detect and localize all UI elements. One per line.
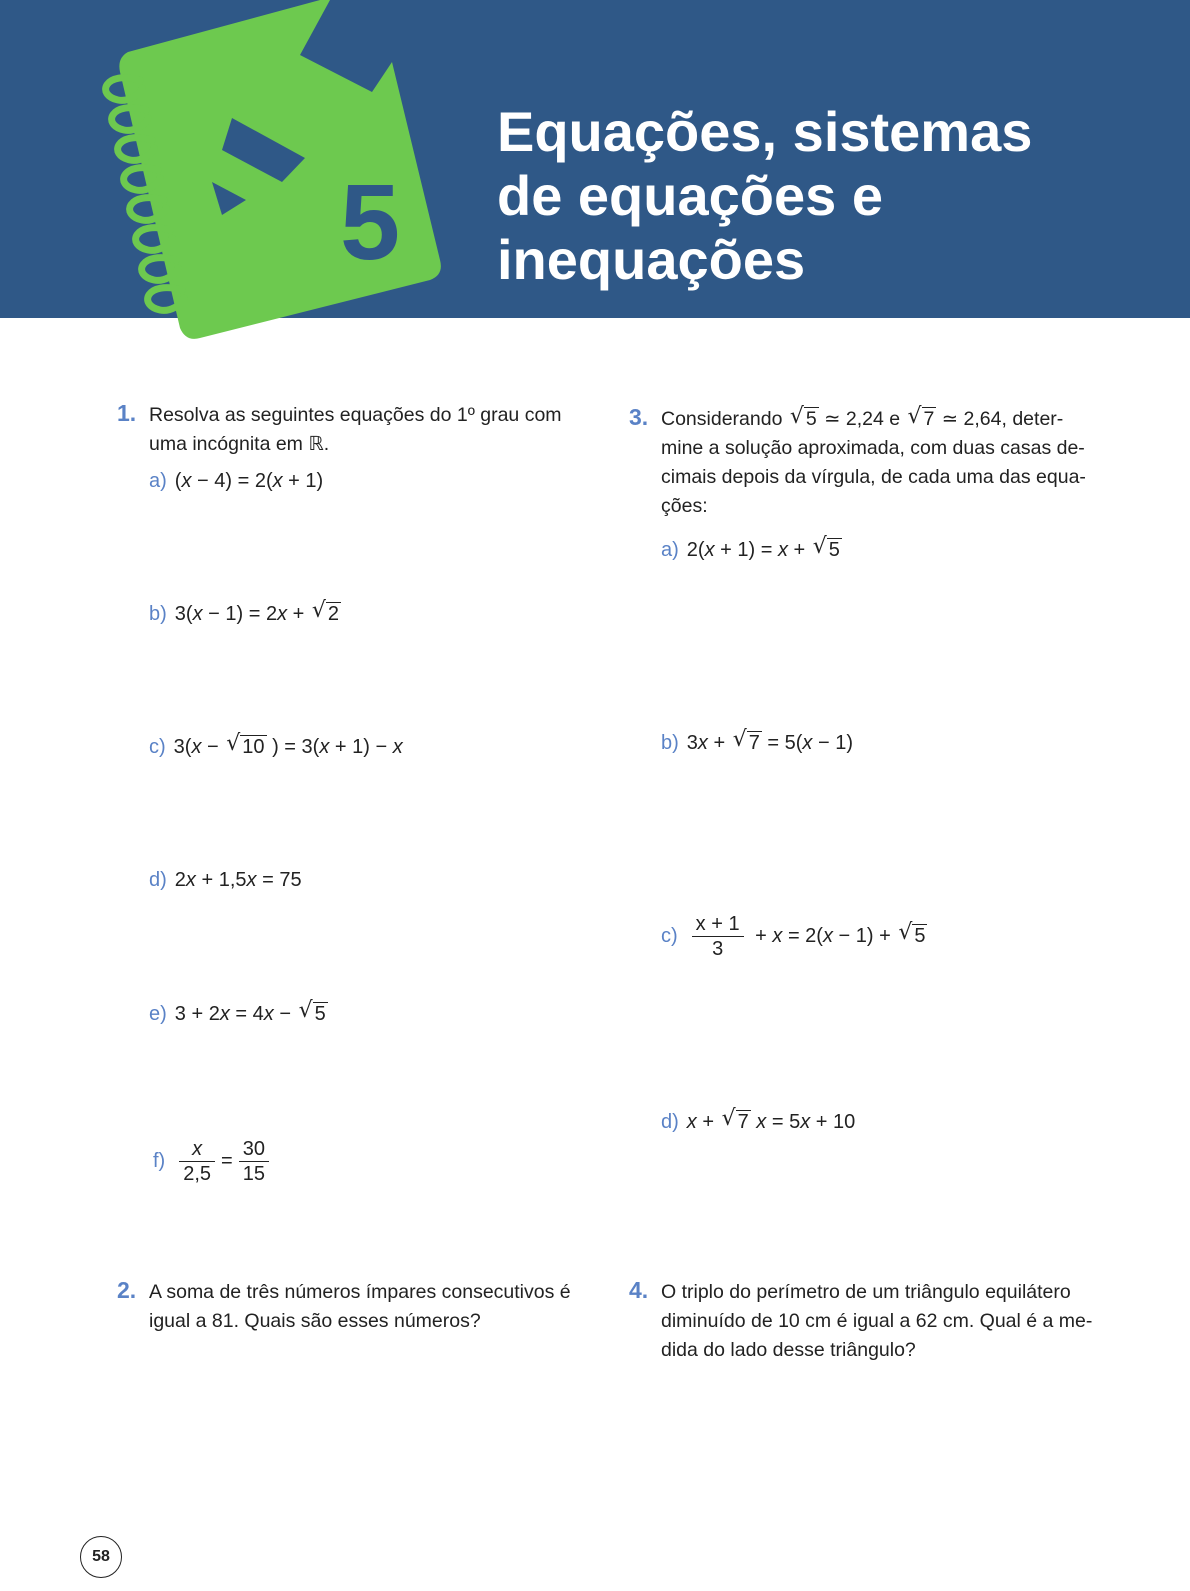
question-text-line: mine a solução aproximada, com duas casas de- [661,437,1085,459]
square-root [813,536,842,564]
math-text: + [707,732,731,754]
q1-item-c [149,733,403,761]
chapter-title [497,100,1137,292]
q3-item-b [661,729,853,757]
math-var: x [756,1111,767,1133]
math-text: 3 + 2 [174,1003,220,1025]
radicand: 5 [805,408,817,430]
q1-item-a [149,467,323,495]
math-text: 3 [686,732,698,754]
question-number: 1. [117,400,137,426]
denominator: 3 [712,938,724,960]
math-var: x [802,732,813,754]
square-root [733,729,762,757]
item-label: c) [661,924,678,947]
radicand: 7 [923,408,935,430]
denominator: 2,5 [183,1163,212,1185]
question-2 [117,1277,589,1336]
q3-item-a [661,536,842,564]
math-var: x [191,736,202,758]
math-text: + 10 [810,1111,856,1133]
numerator: 30 [239,1137,269,1162]
question-text-line: cimais depois da vírgula, de cada uma das equa- [661,466,1086,488]
item-label: a) [149,470,167,492]
q3-item-d [661,1108,855,1136]
math-text: = 75 [256,869,302,891]
square-root [790,405,819,434]
question-number: 2. [117,1277,137,1303]
radicand: 10 [242,736,265,758]
question-text-line: diminuído de 10 cm é igual a 62 cm. Qual é a me- [661,1310,1093,1332]
text-segment: ≃ 2,64, deter- [936,408,1064,430]
math-var: x [704,539,715,561]
math-var: x [777,539,788,561]
q1-item-f [153,1137,275,1186]
page-number: 58 [80,1536,122,1578]
math-text: = [221,1149,233,1172]
item-label: a) [661,539,679,561]
square-root [898,922,927,950]
math-text: − [273,1003,297,1025]
math-var: x [272,470,283,492]
math-text: − 1) + [832,924,897,947]
math-var: x [246,869,257,891]
math-text: − 1) [812,732,853,754]
math-text: − 4) = 2( [191,470,273,492]
square-root [722,1108,751,1136]
math-text: + 1) = [714,539,778,561]
question-1 [117,400,589,459]
item-label: d) [661,1111,679,1133]
numerator: x + 1 [692,912,744,937]
radicand: 5 [828,539,840,561]
radicand: 2 [327,603,340,625]
math-text: 3( [173,736,192,758]
item-label: c) [149,736,166,758]
math-text: ) = 3( [266,736,320,758]
question-4 [629,1277,1101,1365]
math-text: 2 [174,869,186,891]
math-var: x [772,924,783,947]
q1-item-d [149,866,302,894]
math-text: + 1) − [329,736,393,758]
item-label: d) [149,869,167,891]
q1-item-e [149,1000,328,1028]
item-label: f) [153,1149,166,1172]
fraction [179,1137,215,1186]
question-3 [629,404,1101,521]
math-text: − 1) = 2 [202,603,278,625]
math-var: x [822,924,833,947]
radicand: 7 [737,1111,749,1133]
math-var: x [686,1111,697,1133]
math-text: + [287,603,310,625]
math-text: = 5( [761,732,803,754]
question-text-line: dida do lado desse triângulo? [661,1339,916,1361]
math-var: x [263,1003,274,1025]
math-text: 3( [174,603,193,625]
question-text-line: O triplo do perímetro de um triângulo equilátero [661,1281,1071,1303]
q3-item-c [661,912,927,961]
math-var: x [392,736,403,758]
math-text: + [749,924,773,947]
math-text: = 2( [782,924,823,947]
title-line-3: inequações [497,228,806,291]
radicand: 7 [748,732,760,754]
question-number: 3. [629,404,649,430]
square-root [312,600,341,628]
math-var: x [697,732,708,754]
radicand: 5 [314,1003,326,1025]
math-var: x [185,869,196,891]
question-text-line: Resolva as seguintes equações do 1º grau com [149,404,562,426]
radicand: 5 [914,924,926,947]
square-root [299,1000,328,1028]
square-root [908,405,937,434]
math-text: + [787,539,811,561]
math-var: x [219,1003,230,1025]
math-text: + 1,5 [195,869,247,891]
chapter-number: 5 [340,161,401,282]
question-number: 4. [629,1277,649,1303]
math-text: ( [174,470,182,492]
math-var: x [192,603,203,625]
title-line-2: de equações e [497,164,883,227]
item-label: b) [149,603,167,625]
denominator: 15 [242,1163,265,1185]
numerator: x [179,1137,215,1162]
math-text: = 4 [229,1003,264,1025]
text-segment: Considerando [661,408,788,430]
math-text: − [201,736,225,758]
question-text-line [661,405,1101,434]
question-text-line: A soma de três números ímpares consecutivos é [149,1281,571,1303]
math-var: x [800,1111,811,1133]
math-text: 2( [686,539,705,561]
item-label: e) [149,1003,167,1025]
math-var: x [319,736,330,758]
math-var: x [181,470,192,492]
math-text: + [696,1111,720,1133]
square-root [226,733,266,761]
item-label: b) [661,732,679,754]
title-line-1: Equações, sistemas [497,100,1033,163]
question-text-line: igual a 81. Quais são esses números? [149,1310,481,1332]
question-text-line: uma incógnita em ℝ. [149,433,330,455]
text-segment: ≃ 2,24 e [818,408,906,430]
q1-item-b [149,600,341,628]
math-text: + 1) [282,470,324,492]
fraction [692,912,744,961]
fraction [239,1137,269,1186]
math-var: x [277,603,288,625]
question-text-line: ções: [661,495,708,517]
math-text: = 5 [766,1111,801,1133]
